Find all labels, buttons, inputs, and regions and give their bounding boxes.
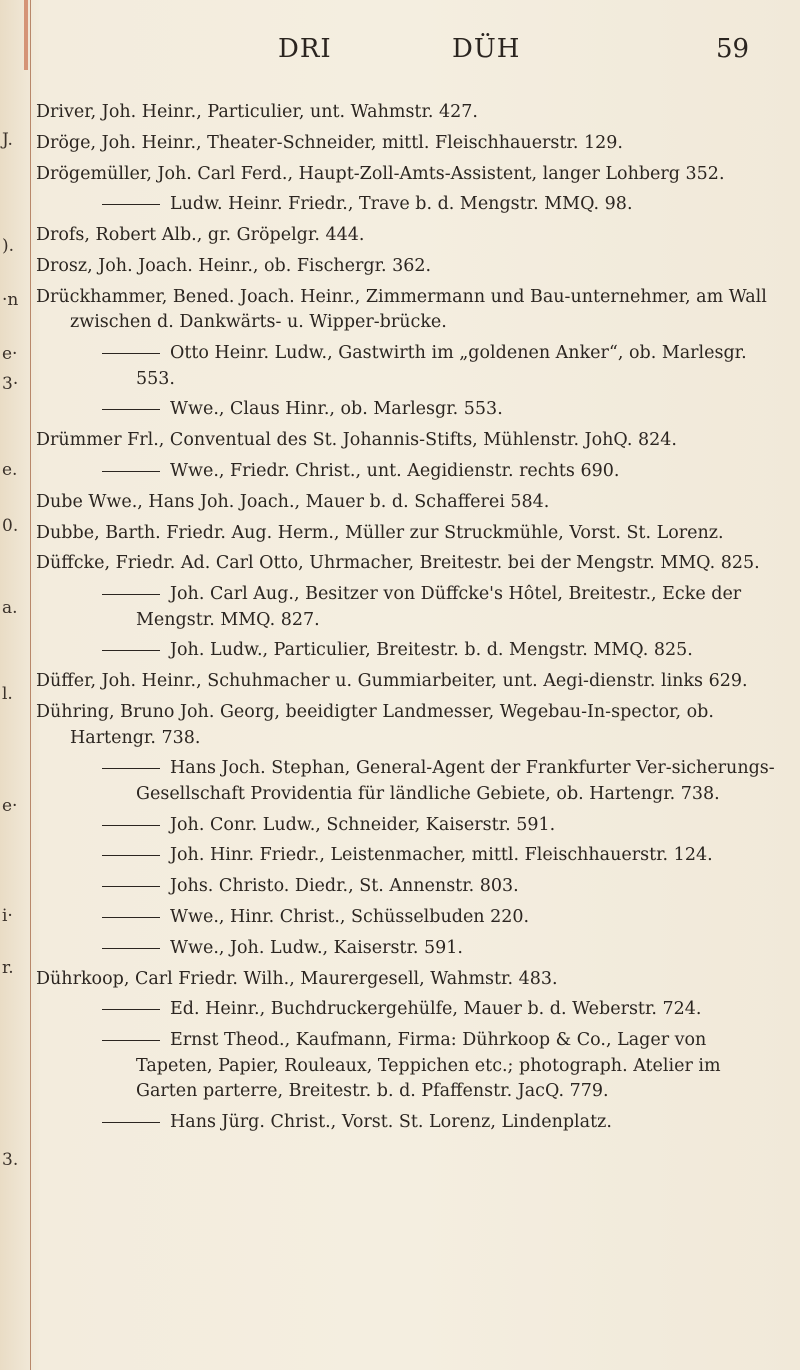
page-number: 59 <box>716 34 750 64</box>
sub-entry <box>36 905 776 931</box>
margin-mark: 3· <box>2 374 19 394</box>
margin-mark: a. <box>2 598 18 618</box>
sub-entry <box>36 1110 776 1136</box>
sub-entry <box>36 1028 776 1105</box>
margin-mark: r. <box>2 958 14 978</box>
ditto-dash <box>102 353 160 354</box>
page-header <box>0 34 800 74</box>
ditto-dash <box>102 409 160 410</box>
entry-text: Wwe., Hinr. Christ., Schüsselbuden 220. <box>170 907 530 928</box>
margin-mark: 3. <box>2 1150 19 1170</box>
entry-text: Wwe., Joh. Ludw., Kaiserstr. 591. <box>170 937 463 958</box>
ditto-dash <box>102 768 160 769</box>
directory-entry <box>36 428 776 454</box>
directory-entry <box>36 254 776 280</box>
margin-mark: ). <box>2 236 15 256</box>
directory-entry <box>36 285 776 336</box>
entry-text: Drümmer Frl., Conventual des St. Johannis-Stifts, Mühlenstr. JohQ. 824. <box>36 430 677 451</box>
entry-text: Driver, Joh. Heinr., Particulier, unt. Wahmstr. 427. <box>36 102 478 122</box>
entry-text: Drosz, Joh. Joach. Heinr., ob. Fischergr. 362. <box>36 255 432 276</box>
margin-mark: 0. <box>2 516 19 536</box>
header-left-keyword: DRI <box>278 34 332 64</box>
entry-text: Düffer, Joh. Heinr., Schuhmacher u. Gummiarbeiter, unt. Aegi-dienstr. links 629. <box>36 671 748 692</box>
entry-text: Ed. Heinr., Buchdruckergehülfe, Mauer b. d. Weberstr. 724. <box>170 999 702 1020</box>
directory-entry <box>36 669 776 695</box>
directory-entry <box>36 131 776 157</box>
ditto-dash <box>102 1040 160 1041</box>
ditto-dash <box>102 855 160 856</box>
entry-text: Johs. Christo. Diedr., St. Annenstr. 803. <box>170 876 519 897</box>
directory-entries <box>36 100 776 1141</box>
sub-entry <box>36 397 776 423</box>
ditto-dash <box>102 1009 160 1010</box>
sub-entry <box>36 582 776 633</box>
entry-text: Joh. Conr. Ludw., Schneider, Kaiserstr. 591. <box>170 814 556 835</box>
sub-entry <box>36 874 776 900</box>
margin-mark: e· <box>2 796 18 816</box>
entry-text: Wwe., Claus Hinr., ob. Marlesgr. 553. <box>170 399 503 420</box>
entry-text: Dühring, Bruno Joh. Georg, beeidigter Landmesser, Wegebau-In-spector, ob. Hartengr. 738. <box>36 702 714 748</box>
directory-entry <box>36 967 776 993</box>
ditto-dash <box>102 886 160 887</box>
ditto-dash <box>102 825 160 826</box>
entry-text: Hans Jürg. Christ., Vorst. St. Lorenz, Lindenplatz. <box>170 1112 612 1133</box>
margin-mark: i· <box>2 906 13 926</box>
ditto-dash <box>102 1122 160 1123</box>
entry-text: Düffcke, Friedr. Ad. Carl Otto, Uhrmacher, Breitestr. bei der Mengstr. MMQ. 825. <box>36 553 760 574</box>
margin-mark: e. <box>2 460 18 480</box>
sub-entry <box>36 459 776 485</box>
entry-text: Dührkoop, Carl Friedr. Wilh., Maurergesell, Wahmstr. 483. <box>36 968 558 989</box>
sub-entry <box>36 756 776 807</box>
margin-mark: ·n <box>2 290 19 310</box>
entry-text: Drofs, Robert Alb., gr. Gröpelgr. 444. <box>36 225 365 246</box>
directory-entry <box>36 551 776 577</box>
entry-text: Ernst Theod., Kaufmann, Firma: Dührkoop & Co., Lager von Tapeten, Papier, Rouleaux, Teppichen etc.; photograph. Atelier im Garten parterre, Breitestr. b. d. Pfaffenstr. JacQ. 779. <box>136 1030 721 1102</box>
directory-entry <box>36 490 776 516</box>
entry-text: Joh. Ludw., Particulier, Breitestr. b. d. Mengstr. MMQ. 825. <box>170 640 693 661</box>
entry-text: Drögemüller, Joh. Carl Ferd., Haupt-Zoll-Amts-Assistent, langer Lohberg 352. <box>36 163 725 184</box>
entry-text: Otto Heinr. Ludw., Gastwirth im „goldenen Anker“, ob. Marlesgr. 553. <box>136 343 747 389</box>
directory-entry <box>36 100 776 126</box>
directory-entry <box>36 700 776 751</box>
sub-entry <box>36 341 776 392</box>
margin-mark: J. <box>2 130 13 150</box>
ditto-dash <box>102 204 160 205</box>
entry-text: Drückhammer, Bened. Joach. Heinr., Zimmermann und Bau-unternehmer, am Wall zwischen d. Dankwärts- u. Wipper-brücke. <box>36 286 767 333</box>
entry-text: Joh. Carl Aug., Besitzer von Düffcke's Hôtel, Breitestr., Ecke der Mengstr. MMQ. 827. <box>136 584 742 630</box>
entry-text: Wwe., Friedr. Christ., unt. Aegidienstr. rechts 690. <box>170 460 620 481</box>
header-right-keyword: DÜH <box>452 34 521 64</box>
entry-text: Hans Joch. Stephan, General-Agent der Frankfurter Ver-sicherungs-Gesellschaft Providentia für ländliche Gebiete, ob. Hartengr. 738. <box>136 758 775 804</box>
directory-entry <box>36 162 776 188</box>
sub-entry <box>36 813 776 839</box>
directory-entry <box>36 223 776 249</box>
sub-entry <box>36 843 776 869</box>
ditto-dash <box>102 650 160 651</box>
sub-entry <box>36 936 776 962</box>
directory-entry <box>36 521 776 547</box>
margin-mark: l. <box>2 684 13 704</box>
entry-text: Dröge, Joh. Heinr., Theater-Schneider, mittl. Fleischhauerstr. 129. <box>36 132 623 153</box>
ditto-dash <box>102 471 160 472</box>
entry-text: Joh. Hinr. Friedr., Leistenmacher, mittl. Fleischhauerstr. 124. <box>170 845 713 866</box>
sub-entry <box>36 638 776 664</box>
sub-entry <box>36 192 776 218</box>
margin-mark: e· <box>2 344 18 364</box>
entry-text: Dubbe, Barth. Friedr. Aug. Herm., Müller zur Struckmühle, Vorst. St. Lorenz. <box>36 522 724 543</box>
sub-entry <box>36 997 776 1023</box>
ditto-dash <box>102 917 160 918</box>
entry-text: Ludw. Heinr. Friedr., Trave b. d. Mengstr. MMQ. 98. <box>170 194 633 215</box>
ditto-dash <box>102 594 160 595</box>
entry-text: Dube Wwe., Hans Joh. Joach., Mauer b. d. Schafferei 584. <box>36 491 550 512</box>
ditto-dash <box>102 948 160 949</box>
